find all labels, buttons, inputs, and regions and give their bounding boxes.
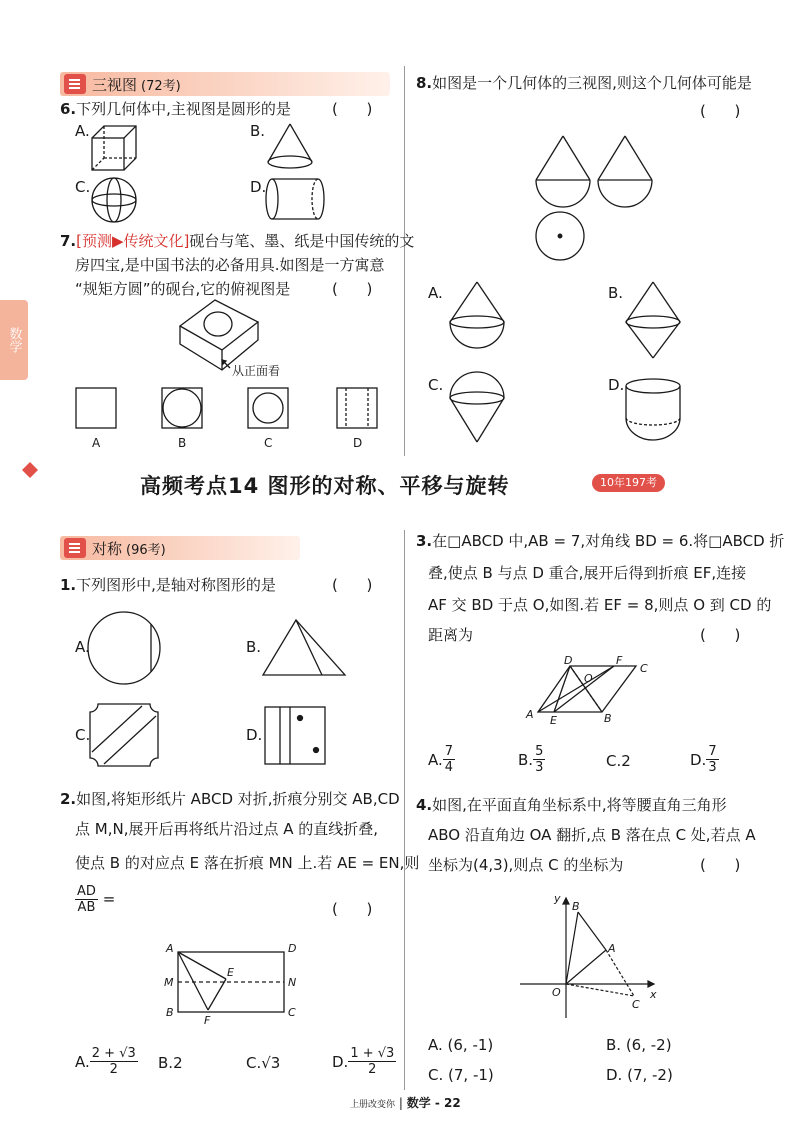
- question-7-line2: 房四宝,是中国书法的必备用具.如图是一方寓意: [75, 256, 385, 274]
- question-text: 在□ABCD 中,AB = 7,对角线 BD = 6.将□ABCD 折: [432, 532, 785, 550]
- footer-divider: |: [398, 1096, 407, 1110]
- answer-paren: ( ): [332, 900, 373, 918]
- point-label-a: A: [526, 708, 534, 721]
- point-label-d: D: [564, 654, 573, 667]
- point-label-f: F: [616, 654, 623, 667]
- question-4-line2: ABO 沿直角边 OA 翻折,点 B 落在点 C 处,若点 A: [428, 826, 756, 844]
- question-text: 如图,在平面直角坐标系中,将等腰直角三角形: [432, 796, 727, 814]
- option-label-b: B.: [250, 122, 266, 140]
- point-label-c: C: [640, 662, 648, 675]
- option-label-c: C.: [75, 726, 91, 744]
- option-label: B.: [518, 750, 534, 769]
- question-text: 下列几何体中,主视图是圆形的是: [76, 100, 291, 118]
- question-2-line3: 使点 B 的对应点 E 落在折痕 MN 上.若 AE = EN,则: [75, 854, 420, 872]
- fraction-numerator: 7: [708, 744, 717, 759]
- answer-paren: ( ): [700, 626, 741, 644]
- answer-paren: ( ): [332, 280, 373, 298]
- option-value: √3: [261, 1054, 281, 1072]
- answer-paren: ( ): [332, 576, 373, 594]
- option-label-b: B: [178, 436, 187, 450]
- option-label-b: B.: [608, 284, 624, 302]
- question-text: 砚台与笔、墨、纸是中国传统的文: [189, 232, 415, 250]
- option-label-c: C.: [428, 376, 444, 394]
- axis-label-x: x: [650, 988, 657, 1001]
- topic-frequency-badge: 10年197考: [592, 474, 665, 492]
- section-count: (96考): [126, 542, 166, 558]
- option-label-d: D.: [608, 376, 625, 394]
- fraction-denominator: 2: [109, 1062, 118, 1077]
- point-label-a: A: [608, 942, 616, 955]
- question-number: 2.: [60, 790, 77, 808]
- option-label-d: D: [353, 436, 363, 450]
- fraction-numerator: 2 + √3: [91, 1046, 136, 1061]
- question-number: 8.: [416, 74, 433, 92]
- option-label: A.: [428, 750, 443, 769]
- fraction-denominator: 3: [535, 760, 544, 775]
- answer-paren: ( ): [700, 102, 741, 120]
- question-7-line3: “规矩方圆”的砚台,它的俯视图是: [75, 280, 291, 298]
- option-label-a: A: [92, 436, 101, 450]
- equals-sign: =: [102, 890, 116, 908]
- fraction-denominator: AB: [77, 900, 96, 915]
- q4-option-b: B. (6, -2): [606, 1036, 672, 1054]
- q4-option-a: A. (6, -1): [428, 1036, 494, 1054]
- option-label-c: C.: [75, 178, 91, 196]
- subject-side-tab: 数学: [0, 300, 28, 380]
- q4-option-c: C. (7, -1): [428, 1066, 494, 1084]
- answer-paren: ( ): [700, 856, 741, 874]
- question-number: 1.: [60, 576, 77, 594]
- question-text: 下列图形中,是轴对称图形的是: [76, 576, 276, 594]
- option-label-a: A.: [428, 284, 443, 302]
- section-title: 对称: [92, 539, 123, 558]
- prediction-tag: [预测▶传统文化]: [76, 232, 190, 250]
- point-label-f: F: [204, 1014, 211, 1027]
- question-3-line4: 距离为: [428, 626, 474, 644]
- point-label-o: O: [584, 672, 593, 685]
- point-label-c: C: [288, 1006, 296, 1019]
- question-number: 6.: [60, 100, 77, 118]
- point-label-d: D: [288, 942, 297, 955]
- view-direction-label: 从正面看: [232, 364, 281, 378]
- point-label-c: C: [632, 998, 640, 1011]
- answer-paren: ( ): [332, 100, 373, 118]
- axis-label-y: y: [554, 892, 561, 905]
- point-label-n: N: [288, 976, 297, 989]
- fraction-denominator: 2: [368, 1062, 377, 1077]
- point-label-b: B: [572, 900, 580, 913]
- option-label: B.: [158, 1054, 174, 1072]
- option-label: A.: [75, 1052, 90, 1071]
- question-2-line2: 点 M,N,展开后再将纸片沿过点 A 的直线折叠,: [75, 820, 379, 838]
- option-label-d: D.: [250, 178, 267, 196]
- point-label-b: B: [604, 712, 612, 725]
- option-label: C.: [246, 1054, 262, 1072]
- option-label-b: B.: [246, 638, 262, 656]
- point-label-b: B: [166, 1006, 174, 1019]
- fraction-numerator: AD: [77, 884, 96, 899]
- option-label-a: A.: [75, 638, 90, 656]
- option-value: 2: [621, 752, 631, 770]
- fraction-numerator: 5: [535, 744, 544, 759]
- option-label-c: C: [264, 436, 273, 450]
- question-text: 如图是一个几何体的三视图,则这个几何体可能是: [432, 74, 752, 92]
- point-label-e: E: [550, 714, 557, 727]
- question-number: 4.: [416, 796, 433, 814]
- point-label-a: A: [166, 942, 174, 955]
- point-label-e: E: [227, 966, 234, 979]
- question-text: 如图,将矩形纸片 ABCD 对折,折痕分别交 AB,CD: [76, 790, 400, 808]
- fraction-denominator: 3: [708, 760, 717, 775]
- option-label-d: D.: [246, 726, 263, 744]
- point-label-o: O: [552, 986, 561, 999]
- question-number: 7.: [60, 232, 77, 250]
- page-footer: [350, 1094, 461, 1111]
- question-number: 3.: [416, 532, 433, 550]
- q4-option-d: D. (7, -2): [606, 1066, 673, 1084]
- question-4-line3: 坐标为(4,3),则点 C 的坐标为: [428, 856, 624, 874]
- option-label: D.: [332, 1052, 349, 1071]
- fraction-numerator: 7: [444, 744, 454, 759]
- topic-title: 高频考点14 图形的对称、平移与旋转: [140, 474, 510, 498]
- section-count: (72考): [141, 78, 181, 94]
- point-label-m: M: [164, 976, 174, 989]
- option-label: D.: [690, 750, 707, 769]
- question-3-line2: 叠,使点 B 与点 D 重合,展开后得到折痕 EF,连接: [428, 564, 747, 582]
- option-label-a: A.: [75, 122, 90, 140]
- footer-brand: 上册改变你: [350, 1100, 396, 1110]
- option-label: C.: [606, 752, 622, 770]
- option-value: 2: [173, 1054, 183, 1072]
- footer-page-number: 数学 - 22: [406, 1096, 461, 1110]
- question-3-line3: AF 交 BD 于点 O,如图.若 EF = 8,则点 O 到 CD 的: [428, 596, 772, 614]
- fraction-numerator: 1 + √3: [350, 1046, 395, 1061]
- section-title: 三视图: [92, 75, 138, 94]
- fraction-denominator: 4: [444, 760, 454, 775]
